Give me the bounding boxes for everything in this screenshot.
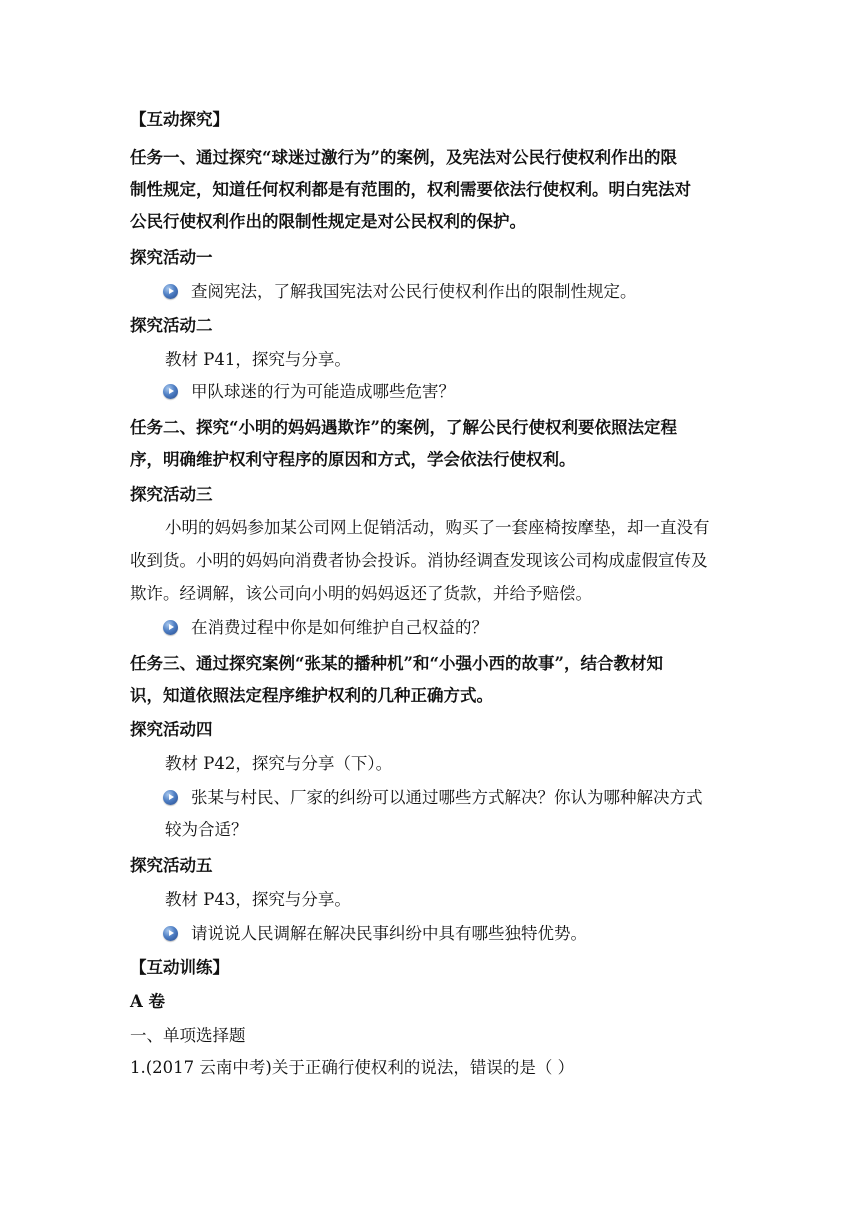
task-three-line-1: 任务三、通过探究案例“张某的播种机”和“小强小西的故事”，结合教材知 [130, 654, 663, 673]
blue-circle-arrow-icon [163, 284, 178, 299]
blue-circle-arrow-icon [163, 790, 178, 805]
activity-four-heading: 探究活动四 [130, 720, 213, 739]
blue-circle-arrow-icon [163, 926, 178, 941]
bullet-text: 张某与村民、厂家的纠纷可以通过哪些方式解决？你认为哪种解决方式 [191, 788, 703, 807]
task-two-line-2: 序，明确维护权利守程序的原因和方式，学会依法行使权利。 [130, 450, 576, 469]
activity-three-paragraph-line-2: 收到货。小明的妈妈向消费者协会投诉。消协经调查发现该公司构成虚假宣传及 [130, 551, 708, 570]
activity-one-heading: 探究活动一 [130, 248, 213, 267]
activity-three-bullet [163, 618, 773, 638]
bullet-text: 在消费过程中你是如何维护自己权益的？ [191, 618, 488, 637]
bullet-text: 甲队球迷的行为可能造成哪些危害？ [191, 382, 455, 401]
activity-two-text: 教材 P41，探究与分享。 [165, 350, 351, 369]
activity-five-heading: 探究活动五 [130, 856, 213, 875]
activity-four-text: 教材 P42，探究与分享（下）。 [165, 754, 393, 773]
task-two-line-1: 任务二、探究“小明的妈妈遇欺诈”的案例，了解公民行使权利要依照法定程 [130, 418, 677, 437]
single-choice-section-heading: 一、单项选择题 [130, 1026, 246, 1045]
blue-circle-arrow-icon [163, 384, 178, 399]
activity-three-heading: 探究活动三 [130, 485, 213, 504]
activity-five-text: 教材 P43，探究与分享。 [165, 890, 351, 909]
task-one-line-2: 制性规定，知道任何权利都是有范围的，权利需要依法行使权利。明白宪法对 [130, 180, 691, 199]
activity-one-bullet [163, 282, 773, 302]
activity-two-heading: 探究活动二 [130, 316, 213, 335]
section-heading-interactive-explore: 【互动探究】 [130, 110, 229, 129]
question-one: 1.(2017 云南中考)关于正确行使权利的说法，错误的是（ ） [130, 1058, 575, 1077]
section-heading-interactive-training: 【互动训练】 [130, 958, 229, 977]
bullet-text: 请说说人民调解在解决民事纠纷中具有哪些独特优势。 [191, 924, 587, 943]
activity-three-paragraph-line-1: 小明的妈妈参加某公司网上促销活动，购买了一套座椅按摩垫，却一直没有 [165, 518, 710, 537]
task-one-line-3: 公民行使权利作出的限制性规定是对公民权利的保护。 [130, 212, 526, 231]
activity-five-bullet [163, 924, 773, 944]
volume-a-heading: A 卷 [130, 992, 166, 1011]
task-one-line-1: 任务一、通过探究“球迷过激行为”的案例，及宪法对公民行使权利作出的限 [130, 148, 677, 167]
bullet-text: 查阅宪法，了解我国宪法对公民行使权利作出的限制性规定。 [191, 282, 637, 301]
activity-two-bullet [163, 382, 773, 402]
activity-four-bullet [163, 788, 773, 808]
blue-circle-arrow-icon [163, 620, 178, 635]
task-three-line-2: 识，知道依照法定程序维护权利的几种正确方式。 [130, 686, 493, 705]
activity-three-paragraph-line-3: 欺诈。经调解，该公司向小明的妈妈返还了货款，并给予赔偿。 [130, 584, 592, 603]
activity-four-bullet-continuation: 较为合适？ [165, 820, 248, 839]
